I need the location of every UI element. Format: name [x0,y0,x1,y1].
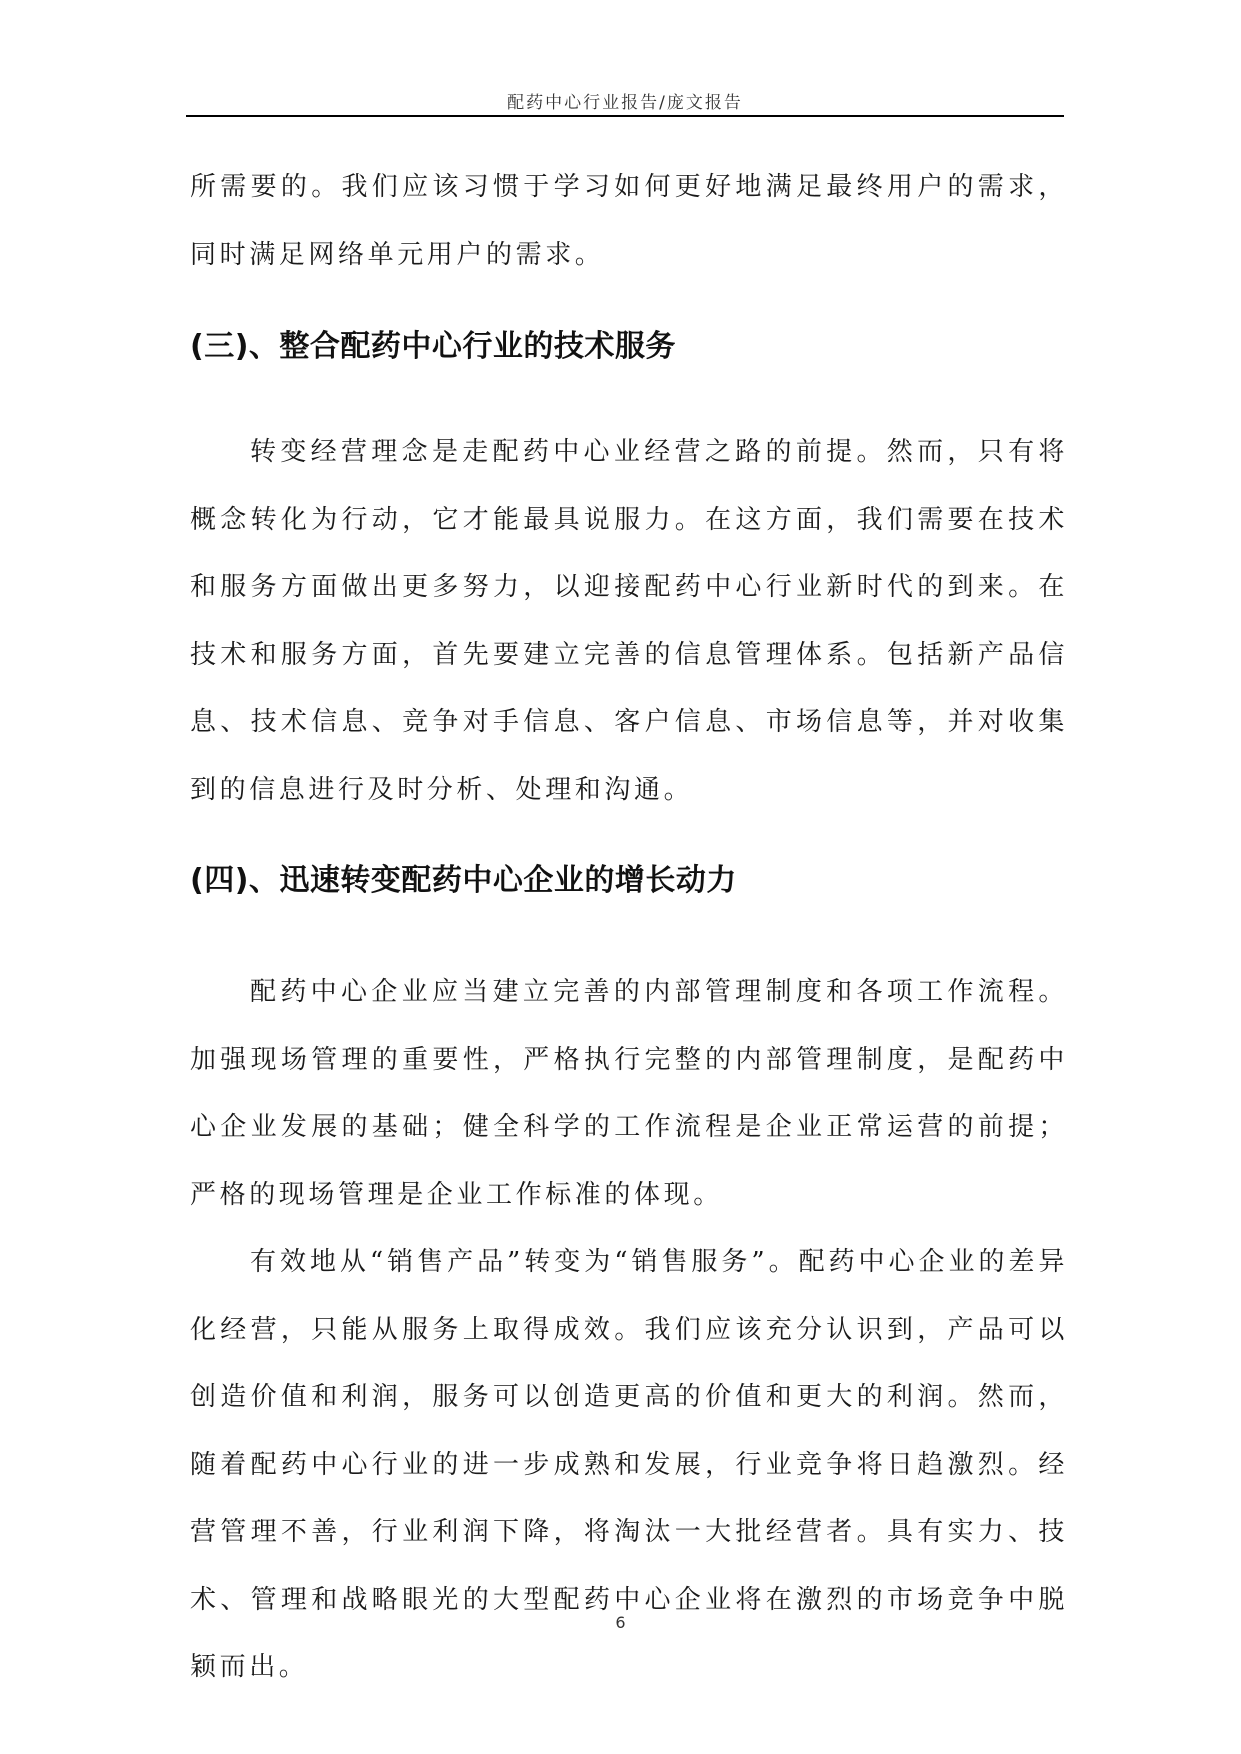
header-divider [186,115,1064,117]
spacer [190,901,1068,959]
spacer [190,367,1068,419]
running-header: 配药中心行业报告/庞文报告 [507,93,743,113]
spacer [190,289,1068,327]
section-4-paragraph-2: 有效地从“销售产品”转变为“销售服务”。配药中心企业的差异化经营，只能从服务上取得成效。我们应该充分认识到，产品可以创造价值和利润，服务可以创造更高的价值和更大的利润。然而，随着配药中心行业的进一步成熟和发展，行业竞争将日趋激烈。经营管理不善，行业利润下降，将淘汰一大批经营者。具有实力、技术、管理和战略眼光的大型配药中心企业将在激烈的市场竞争中脱颖而出。 [190,1247,1068,1682]
continued-paragraph: 所需要的。我们应该习惯于学习如何更好地满足最终用户的需求，同时满足网络单元用户的需求。 [190,172,1068,270]
page-number: 6 [615,1613,626,1632]
page-body [190,154,1068,1702]
section-heading-3: (三)、整合配药中心行业的技术服务 [190,329,676,364]
section-4-paragraph-1: 配药中心企业应当建立完善的内部管理制度和各项工作流程。加强现场管理的重要性，严格执行完整的内部管理制度，是配药中心企业发展的基础；健全科学的工作流程是企业正常运营的前提；严格的现场管理是企业工作标准的体现。 [190,977,1068,1210]
spacer [190,824,1068,861]
section-heading-4: (四)、迅速转变配药中心企业的增长动力 [190,863,737,898]
section-3-paragraph-1: 转变经营理念是走配药中心业经营之路的前提。然而，只有将概念转化为行动，它才能最具说服力。在这方面，我们需要在技术和服务方面做出更多努力，以迎接配药中心行业新时代的到来。在技术和服务方面，首先要建立完善的信息管理体系。包括新产品信息、技术信息、竞争对手信息、客户信息、市场信息等，并对收集到的信息进行及时分析、处理和沟通。 [190,437,1068,805]
